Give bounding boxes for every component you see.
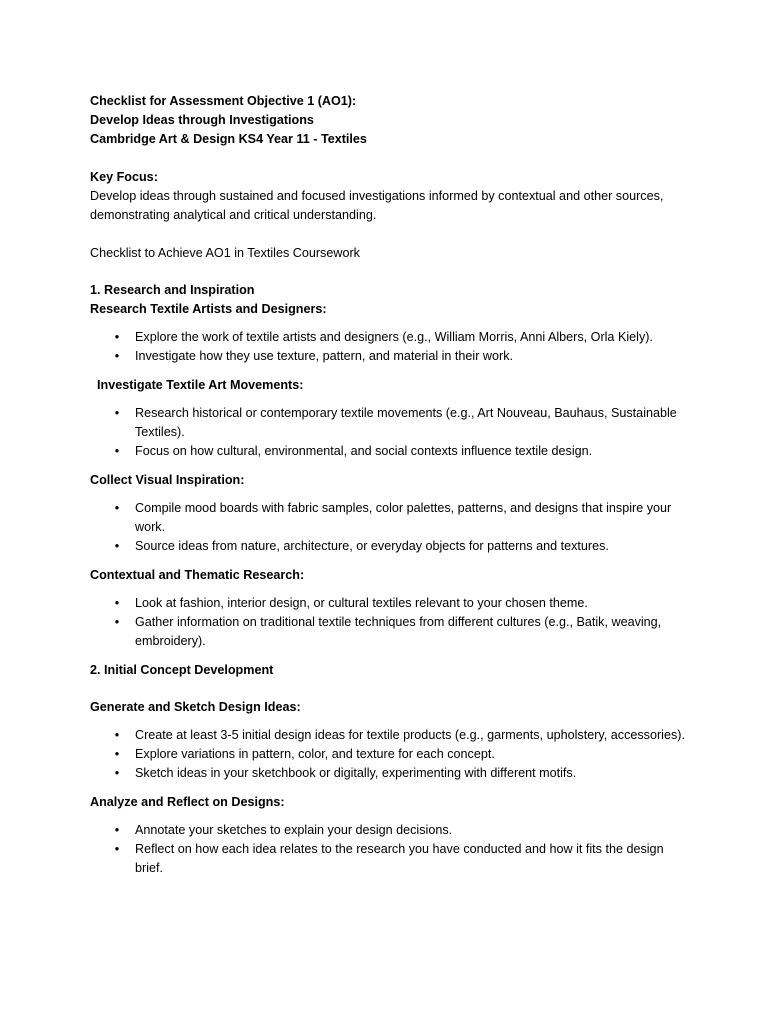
key-focus-label: Key Focus: xyxy=(90,170,158,184)
bullet-icon: • xyxy=(114,728,120,742)
section-2-title: 2. Initial Concept Development xyxy=(90,663,274,677)
doc-title-line-3: Cambridge Art & Design KS4 Year 11 - Textiles xyxy=(90,132,367,146)
group-heading-contextual-research: Contextual and Thematic Research: xyxy=(90,568,305,582)
checklist-subtitle: Checklist to Achieve AO1 in Textiles Coursework xyxy=(90,246,360,260)
group-heading-research-artists: Research Textile Artists and Designers: xyxy=(90,302,327,316)
bullet-icon: • xyxy=(114,349,120,363)
bullet-icon: • xyxy=(114,596,120,610)
bullet-icon: • xyxy=(114,406,120,420)
bullet-icon: • xyxy=(114,501,120,515)
bullet-list xyxy=(90,499,690,556)
group-heading-analyze-reflect: Analyze and Reflect on Designs: xyxy=(90,795,285,809)
bullet-icon: • xyxy=(114,615,120,629)
bullet-icon: • xyxy=(114,539,120,553)
bullet-icon: • xyxy=(114,823,120,837)
list-item xyxy=(90,347,690,366)
list-item-text: Source ideas from nature, architecture, or everyday objects for patterns and textures. xyxy=(135,539,609,553)
bullet-icon: • xyxy=(114,747,120,761)
group-heading-visual-inspiration: Collect Visual Inspiration: xyxy=(90,473,245,487)
list-item xyxy=(90,404,690,442)
list-item xyxy=(90,499,690,537)
list-item-text: Annotate your sketches to explain your design decisions. xyxy=(135,823,453,837)
list-item-text: Compile mood boards with fabric samples, color palettes, patterns, and designs that inspire your work. xyxy=(135,501,672,534)
list-item xyxy=(90,726,690,745)
list-item-text: Sketch ideas in your sketchbook or digitally, experimenting with different motifs. xyxy=(135,766,577,780)
bullet-list xyxy=(90,726,690,783)
section-1-title: 1. Research and Inspiration xyxy=(90,283,255,297)
list-item xyxy=(90,537,690,556)
key-focus-text: Develop ideas through sustained and focused investigations informed by contextual and other sources, demonstrating analytical and critical understanding. xyxy=(90,189,664,222)
list-item-text: Look at fashion, interior design, or cultural textiles relevant to your chosen theme. xyxy=(135,596,588,610)
bullet-icon: • xyxy=(114,444,120,458)
bullet-list xyxy=(90,404,690,461)
bullet-icon: • xyxy=(114,330,120,344)
list-item-text: Investigate how they use texture, pattern, and material in their work. xyxy=(135,349,514,363)
doc-title-line-2: Develop Ideas through Investigations xyxy=(90,113,314,127)
bullet-list xyxy=(90,594,690,651)
list-item xyxy=(90,594,690,613)
group-heading-art-movements: Investigate Textile Art Movements: xyxy=(97,378,304,392)
list-item-text: Gather information on traditional textile techniques from different cultures (e.g., Batik, weaving, embroidery). xyxy=(135,615,662,648)
list-item xyxy=(90,764,690,783)
list-item xyxy=(90,840,690,878)
document-body xyxy=(90,92,690,888)
bullet-list xyxy=(90,328,690,366)
list-item xyxy=(90,745,690,764)
list-item xyxy=(90,821,690,840)
group-heading-sketch-ideas: Generate and Sketch Design Ideas: xyxy=(90,700,301,714)
list-item-text: Create at least 3-5 initial design ideas for textile products (e.g., garments, upholstery, accessories). xyxy=(135,728,685,742)
list-item-text: Reflect on how each idea relates to the research you have conducted and how it fits the design brief. xyxy=(135,842,664,875)
bullet-icon: • xyxy=(114,842,120,856)
list-item-text: Explore variations in pattern, color, and texture for each concept. xyxy=(135,747,495,761)
doc-title-line-1: Checklist for Assessment Objective 1 (AO1): xyxy=(90,94,357,108)
list-item xyxy=(90,442,690,461)
list-item-text: Focus on how cultural, environmental, and social contexts influence textile design. xyxy=(135,444,593,458)
list-item xyxy=(90,328,690,347)
list-item-text: Research historical or contemporary textile movements (e.g., Art Nouveau, Bauhaus, Sustainable Textiles). xyxy=(135,406,677,439)
list-item xyxy=(90,613,690,651)
bullet-list xyxy=(90,821,690,878)
list-item-text: Explore the work of textile artists and designers (e.g., William Morris, Anni Albers, Orla Kiely). xyxy=(135,330,653,344)
bullet-icon: • xyxy=(114,766,120,780)
